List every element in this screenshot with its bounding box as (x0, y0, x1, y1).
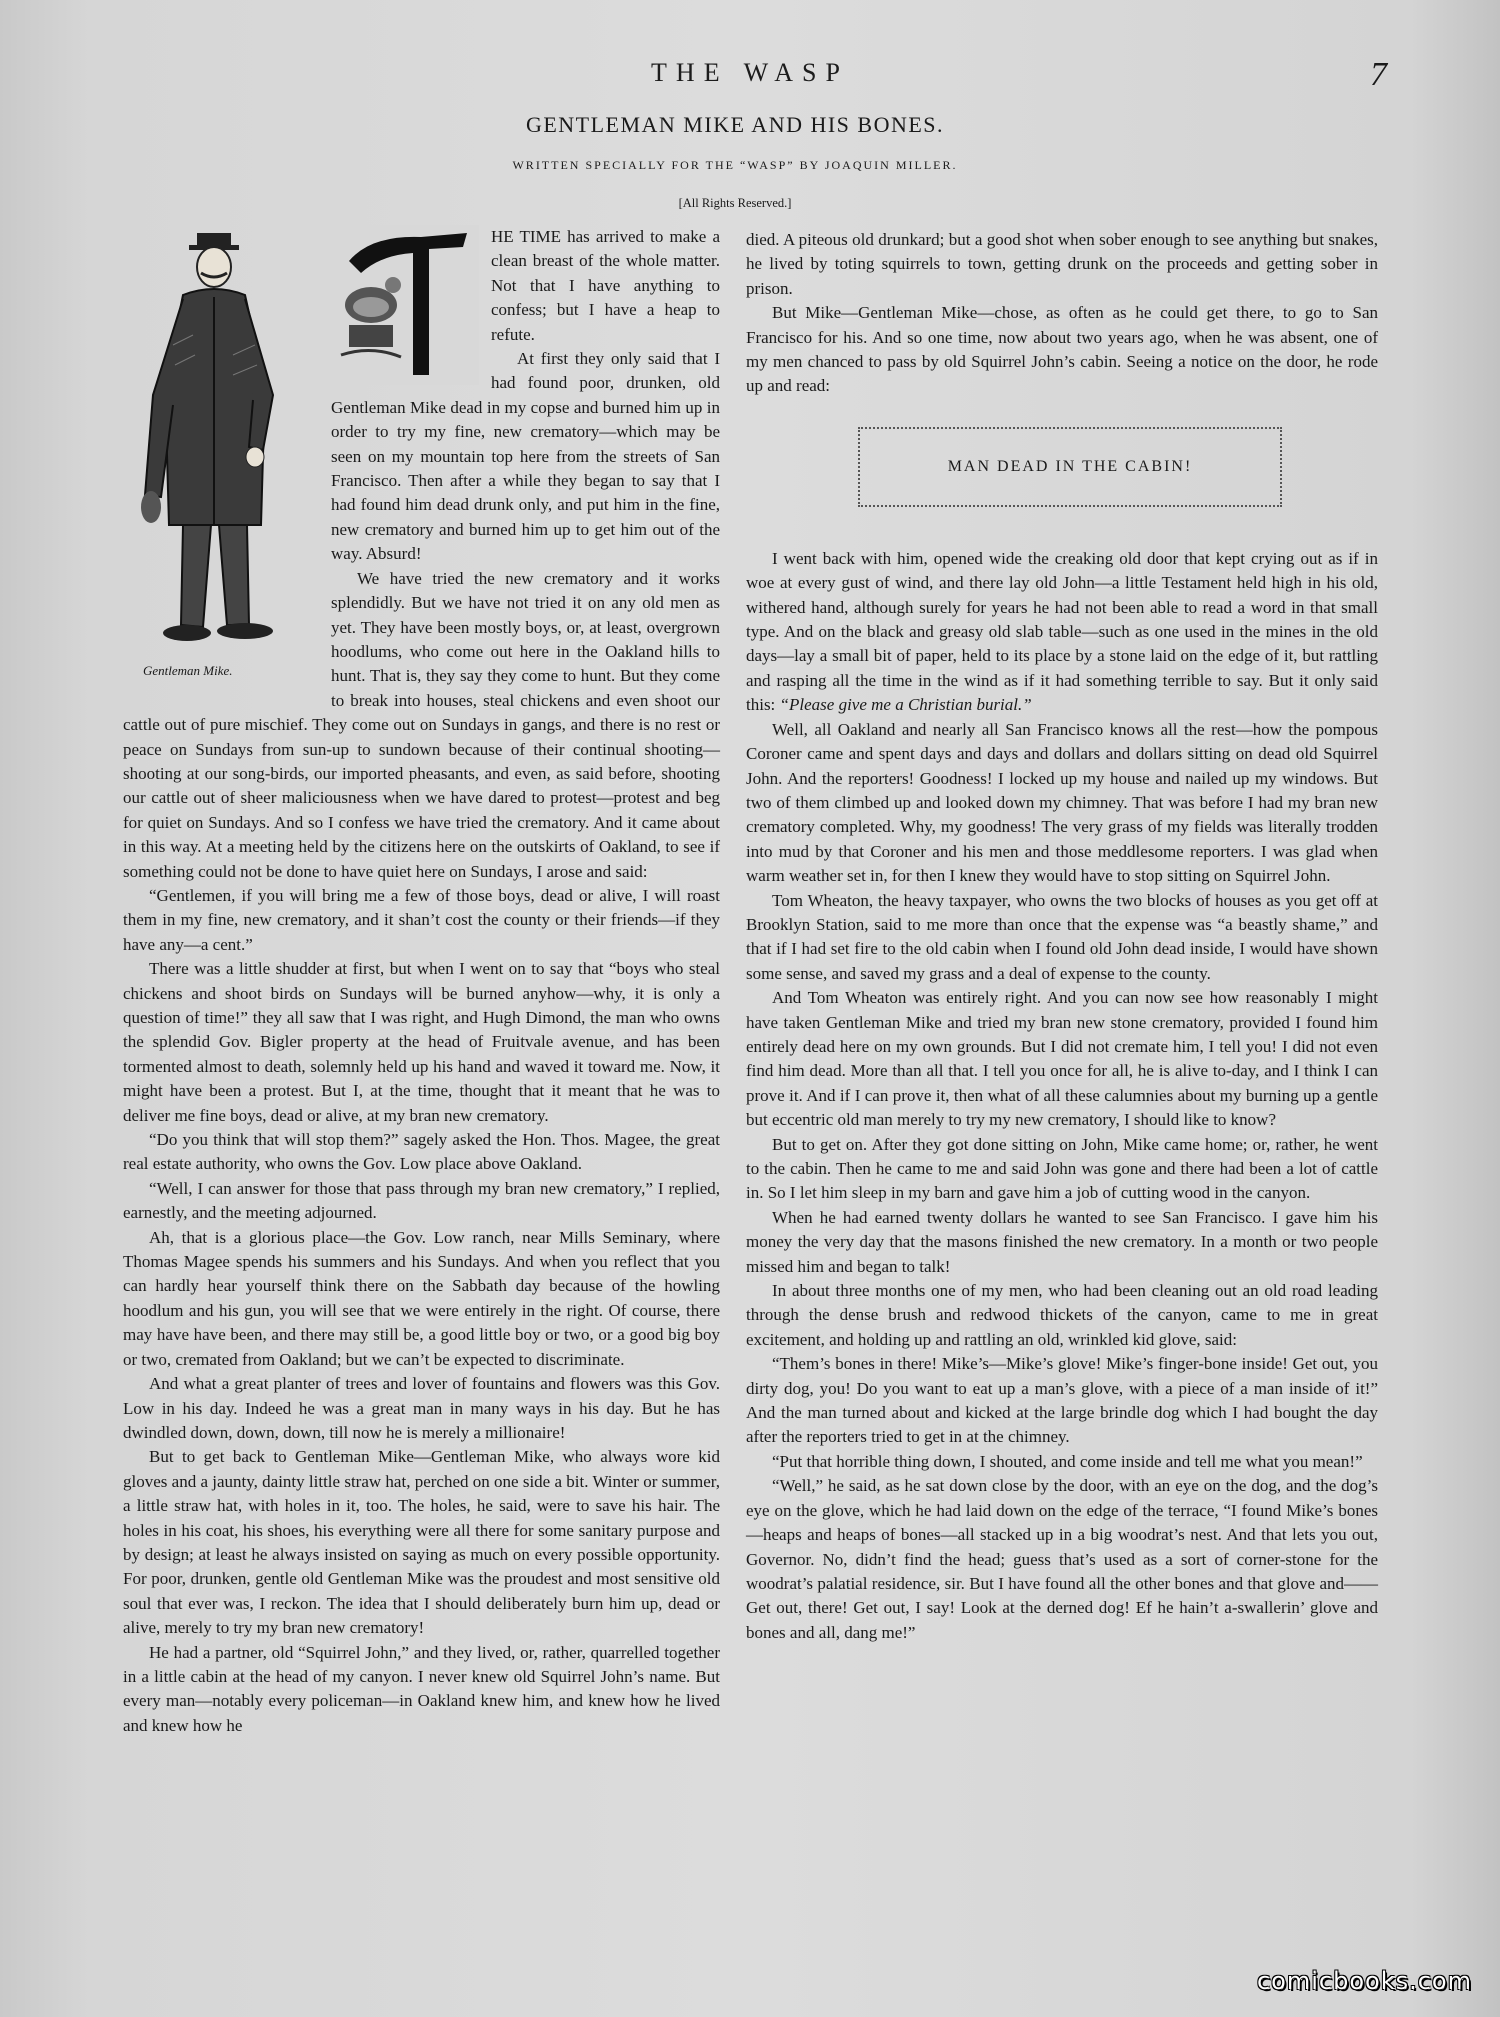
paragraph: “Them’s bones in there! Mike’s—Mike’s glove! Mike’s finger-bone inside! Get out, you dirty dog, you! Do you want to eat up a man’s glove, with a piece of a man inside of it!” And the man turned about and kicked at the large brindle dog which I had bought the day after the reporters tried to get in at the chimney. (746, 1354, 1378, 1447)
paragraph: But to get back to Gentleman Mike—Gentleman Mike, who always wore kid gloves and a jaunty, dainty little straw hat, perched on one side a bit. Winter or summer, a little straw hat, with holes in it, too. The holes, he said, were to save his hair. The holes in his coat, his shoes, his everything were all there for some sanitary purpose and by design; at least he always insisted on saying as much on every possible opportunity. For poor, drunken, gentle old Gentleman Mike was the proudest and most sensitive old soul that ever was, I reckon. The idea that I should deliberately burn him up, dead or alive, merely to try my bran new crematory! (123, 1447, 720, 1638)
drop-cap-t-icon (331, 225, 479, 385)
paragraph: “Gentlemen, if you will bring me a few of those boys, dead or alive, I will roast them in my fine, new crematory, and it shan’t cost the county or their friends—if they have any—a cent.” (123, 885, 720, 954)
paragraph: HE TIME has arrived to make a clean breast of the whole matter. Not that I have anything to confess; but I have a heap to refute. (491, 227, 720, 344)
gentleman-mike-illustration (123, 225, 321, 685)
paragraph: When he had earned twenty dollars he wanted to see San Francisco. I gave him his money the very day that the masons finished the new crematory. In a month or two people missed him and began to talk! (746, 1207, 1378, 1276)
site-watermark: comicbooks.com (1256, 1967, 1472, 1995)
paragraph: Well, all Oakland and nearly all San Francisco knows all the rest—how the pompous Coroner came and spent days and days and dollars and dollars sitting on dead old Squirrel John. And the reporters! Goodness! I locked up my house and nailed up my windows. But two of them climbed up and looked down my chimney. That was before I had my bran new crematory completed. Why, my goodness! The very grass of my fields was literally trodden into mud by that Coroner and his men and those meddlesome reporters. I was glad when warm weather set in, for then I knew they would have to stop sitting on Squirrel John. (746, 719, 1378, 886)
paragraph: “Put that horrible thing down, I shouted, and come inside and tell me what you mean!” (772, 1451, 1363, 1471)
paragraph: Tom Wheaton, the heavy taxpayer, who owns the two blocks of houses as you get off at Brooklyn Station, said to me more than once that the expense was “a beastly shame,” and that if I had set fire to the old cabin when I found old John dead inside, I would have shown some sense, and saved my grass and a deal of expense to the county. (746, 890, 1378, 983)
paragraph: But to get on. After they got done sitting on John, Mike came home; or, rather, he went to the cabin. Then he came to me and said John was gone and there had been a lot of cattle in. So I let him sleep in my barn and gave him a job of cutting wood in the canyon. (746, 1134, 1378, 1203)
gentleman-mike-figure (123, 225, 321, 685)
masthead: THE WASP (651, 58, 849, 87)
article-title: GENTLEMAN MIKE AND HIS BONES. (525, 112, 945, 137)
paragraph: And Tom Wheaton was entirely right. And you can now see how reasonably I might have taken Gentleman Mike and tried my bran new stone crematory, provided I found him entirely dead here on my own grounds. But I did not cremate him, I tell you! I did not even find him dead. More than all that. I tell you once for all, he is alive to-day, and I think I can prove it. And if I can prove it, then what of all these calumnies about my burning up a gentle but eccentric old man merely to try my new crematory, I should like to know? (746, 988, 1378, 1130)
notice-text: MAN DEAD IN THE CABIN! (947, 457, 1193, 475)
paragraph: “Well, I can answer for those that pass through my bran new crematory,” I replied, earnestly, and the meeting adjourned. (123, 1178, 720, 1223)
rights-notice: [All Rights Reserved.] (678, 196, 792, 210)
paragraph: In about three months one of my men, who had been cleaning out an old road leading through the dense brush and redwood thickets of the canyon, came to me in great excitement, and holding up and rattling an old, wrinkled kid glove, said: (746, 1281, 1378, 1349)
paragraph: He had a partner, old “Squirrel John,” and they lived, or, rather, quarrelled together in a little cabin at the head of my canyon. I never knew old Squirrel John’s name. But every man—notably every policeman—in Oakland knew him, and knew how he lived and knew how he (123, 1642, 720, 1735)
paragraph: But Mike—Gentleman Mike—chose, as often as he could get there, to go to San Francisco for his. And so one time, now about two years ago, when he was absent, one of my men chanced to pass by old Squirrel John’s cabin. Seeing a notice on the door, he rode up and read: (746, 303, 1378, 396)
cabin-notice-box (858, 427, 1282, 507)
paragraph: We have tried the new crematory and it works splendidly. But we have not tried it on any old men as yet. They have been mostly boys, or, at least, overgrown hoodlums, who come out here in the Oakland hills to hunt. That is, they say they come to hunt. But they come to break into houses, steal chickens and even shoot our cattle out of pure mischief. They come out on Sundays in gangs, and there is no rest or peace on Sundays from sun-up to sundown because of their continual shooting—shooting at our song-birds, our imported pheasants, and even, as said before, shooting our cattle out of sheer maliciousness when we have dared to protest—protest and beg for quiet on Sundays. And so I confess we have tried the crematory. And it came about in this way. At a meeting held by the citizens here on the outskirts of Oakland, to see if something could not be done to have quiet here on Sundays, I arose and said: (123, 568, 720, 881)
paragraph: At first they only said that I had found poor, drunken, old Gentleman Mike dead in my copse and burned him up in order to try my fine, new crematory—which may be seen on my mountain top here from the streets of San Francisco. Then after a while they began to say that I had found him dead drunk only, and put him in the fine, new crematory and burned him up to get him out of the way. Absurd! (331, 349, 720, 564)
left-column (123, 225, 720, 1738)
right-column (746, 228, 1378, 1645)
paragraph: died. A piteous old drunkard; but a good shot when sober enough to see anything but snakes, he lived by toting squirrels to town, getting drunk on the proceeds and getting sober in prison. (746, 230, 1378, 298)
paragraph: “Well,” he said, as he sat down close by the door, with an eye on the dog, and the dog’s eye on the glove, which he had laid down on the edge of the terrace, “I found Mike’s bones—heaps and heaps of bones—all stacked up in a big woodrat’s nest. And that lets you out, Governor. No, didn’t find the head; guess that’s used as a sort of corner-stone for the woodrat’s palatial residence, sir. But I have found all the other bones and that glove and—— Get out, there! Get out, I say! Look at the derned dog! Ef he hain’t a-swallerin’ glove and bones and all, dang me!” (746, 1476, 1378, 1642)
paragraph: There was a little shudder at first, but when I went on to say that “boys who steal chickens and shoot birds on Sundays will be burned anyhow—why, it is only a question of time!” they all saw that I was right, and Hugh Dimond, the man who owns the splendid Gov. Bigler property at the head of Fruitvale avenue, and has been tormented almost to death, solemnly held up his hand and waved it toward me. Now, it might have been a protest. But I, at the time, thought that it meant that he was to deliver me fine boys, dead or alive, at my bran new crematory. (123, 959, 720, 1125)
drop-cap-illustration (331, 225, 479, 385)
burial-quote: “Please give me a Christian burial.” (779, 695, 1032, 715)
illustration-caption: Gentleman Mike. (143, 663, 233, 678)
paragraph (746, 547, 1378, 718)
paragraph-text: I went back with him, opened wide the creaking old door that kept crying out as if in woe at every gust of wind, and there lay old John—a little Testament held high in his old, withered hand, although surely for years he had not been able to read a word in that small type. And on the black and greasy old slab table—such as one used in the mines in the old days—lay a small bit of paper, held to its place by a stone laid on the edge of it, but rattling and rasping all the time in the wind as if it had something terrible to say. But it only said this: (746, 548, 1378, 715)
paragraph: “Do you think that will stop them?” sagely asked the Hon. Thos. Magee, the great real estate authority, who owns the Gov. Low place above Oakland. (123, 1130, 720, 1174)
page-number: 7 (1370, 56, 1387, 93)
paragraph: Ah, that is a glorious place—the Gov. Low ranch, near Mills Seminary, where Thomas Magee spends his summers and his Sundays. And when you reflect that you can hardly hear yourself think there on the Sabbath day because of the howling hoodlum and his gun, you will see that we were entirely in the right. Of course, there may have have been, and there may still be, a good little boy or two, or a good big boy or two, cremated from Oakland; but we can’t be expected to discriminate. (123, 1227, 720, 1369)
paragraph: And what a great planter of trees and lover of fountains and flowers was this Gov. Low in his day. Indeed he was a great man in many ways in his day. But he has dwindled down, down, down, till now he is merely a millionaire! (123, 1374, 720, 1442)
byline: WRITTEN SPECIALLY FOR THE “WASP” BY JOAQUIN MILLER. (512, 158, 958, 172)
